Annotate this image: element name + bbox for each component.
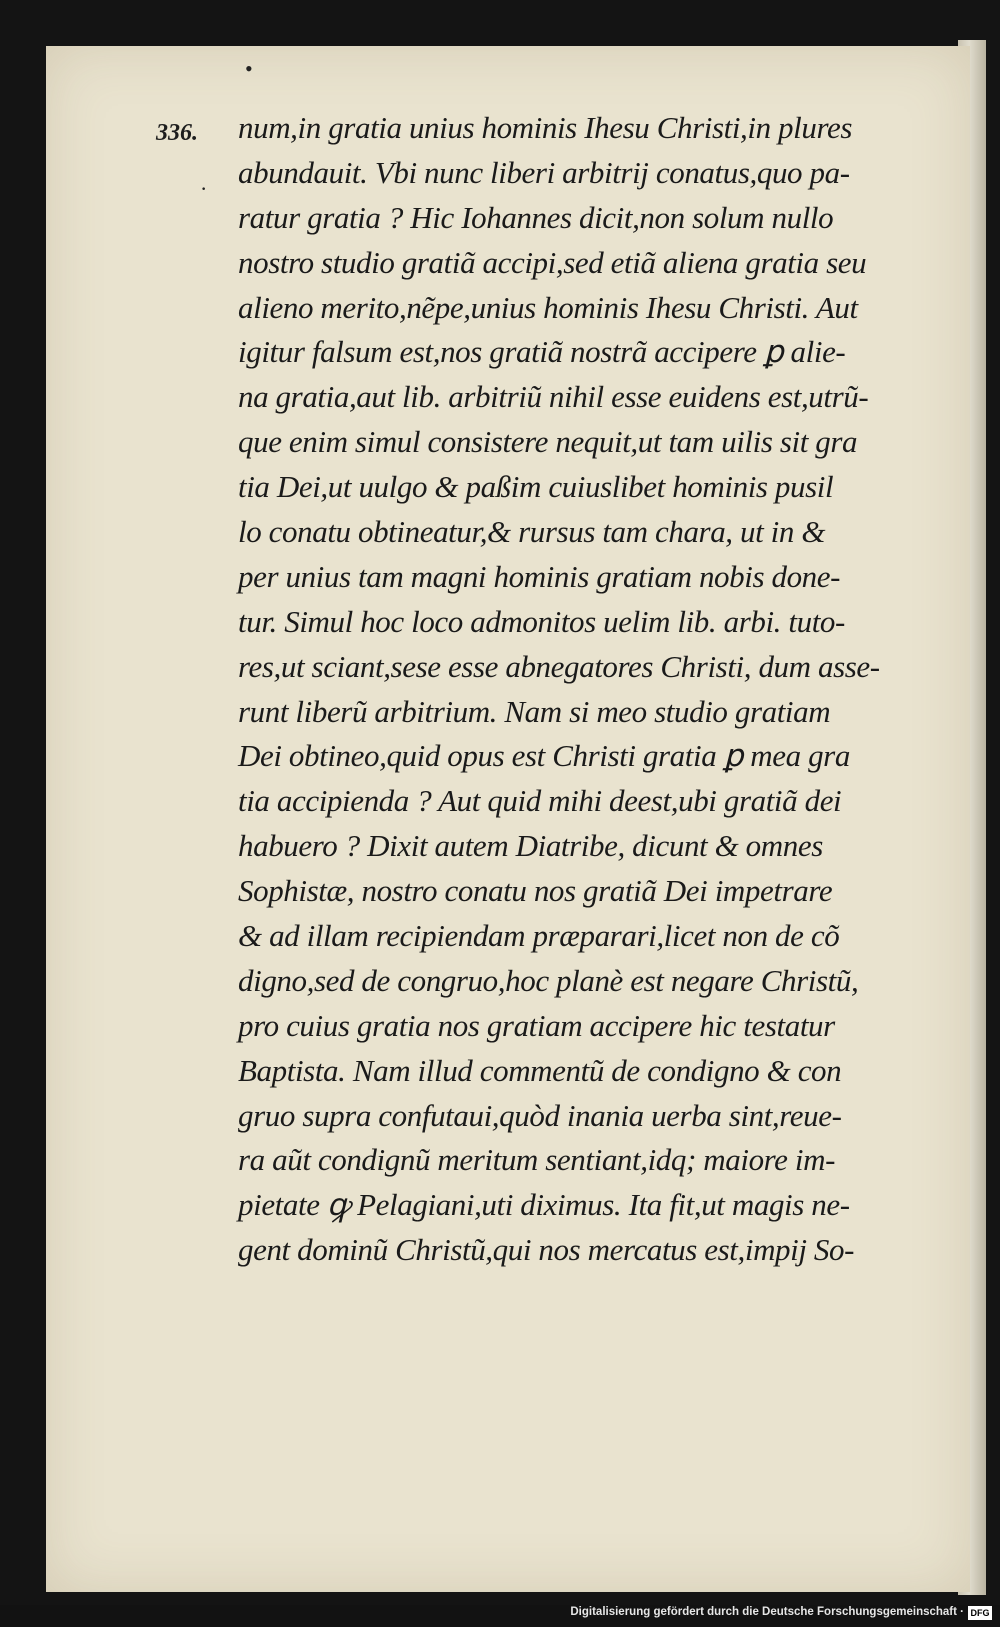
- text-line: res,ut sciant,sese esse abnegatores Christi, dum asse-: [238, 648, 880, 684]
- ink-dot-mark: •: [245, 56, 253, 81]
- text-block: [238, 106, 918, 1273]
- text-line: ra aũt condignũ meritum sentiant,idq; maiore im-: [238, 1142, 836, 1178]
- text-line: per unius tam magni hominis gratiam nobis done-: [238, 558, 841, 594]
- text-line: alieno merito,nẽpe,unius hominis Ihesu Christi. Aut: [238, 289, 858, 325]
- text-line: runt liberũ arbitrium. Nam si meo studio gratiam: [238, 693, 831, 729]
- text-line: tia accipienda ? Aut quid mihi deest,ubi gratiã dei: [238, 783, 842, 819]
- text-line: pro cuius gratia nos gratiam accipere hic testatur: [238, 1007, 835, 1043]
- text-line: digno,sed de congruo,hoc planè est negare Christũ,: [238, 962, 859, 998]
- text-line: ratur gratia ? Hic Iohannes dicit,non solum nullo: [238, 199, 834, 235]
- text-line: & ad illam recipiendam præparari,licet non de cõ: [238, 918, 840, 954]
- text-line: gruo supra confutaui,quòd inania uerba sint,reue-: [238, 1097, 842, 1133]
- page-number: 336.: [156, 120, 198, 146]
- footer-credit: Digitalisierung gefördert durch die Deutsche Forschungsgemeinschaft ·: [570, 1606, 964, 1618]
- text-line: igitur falsum est,nos gratiã nostrã accipere ꝑ alie-: [238, 334, 846, 370]
- text-line: nostro studio gratiã accipi,sed etiã aliena gratia seu: [238, 244, 867, 280]
- text-line: tia Dei,ut uulgo & paßim cuiuslibet hominis pusil: [238, 469, 834, 505]
- text-line: Dei obtineo,quid opus est Christi gratia ꝑ mea gra: [238, 738, 850, 774]
- text-line: Baptista. Nam illud commentũ de condigno & con: [238, 1052, 842, 1088]
- text-line: num,in gratia unius hominis Ihesu Christi,in plures: [238, 110, 852, 145]
- text-line: abundauit. Vbi nunc liberi arbitrij conatus,quo pa-: [238, 154, 850, 190]
- text-line: pietate ꝙ Pelagiani,uti diximus. Ita fit,ut magis ne-: [238, 1187, 850, 1223]
- text-line: na gratia,aut lib. arbitriũ nihil esse euidens est,utrũ-: [238, 379, 869, 415]
- text-line: que enim simul consistere nequit,ut tam uilis sit gra: [238, 424, 858, 460]
- text-line: Sophistæ, nostro conatu nos gratiã Dei impetrare: [238, 873, 833, 909]
- dfg-logo: DFG: [968, 1606, 992, 1620]
- marginal-mark: ·: [200, 176, 208, 201]
- text-line: lo conatu obtineatur,& rursus tam chara, ut in &: [238, 514, 826, 550]
- text-line: gent dominũ Christũ,qui nos mercatus est,impij So-: [238, 1232, 855, 1268]
- text-line: tur. Simul hoc loco admonitos uelim lib. arbi. tuto-: [238, 603, 845, 639]
- text-line: habuero ? Dixit autem Diatribe, dicunt & omnes: [238, 828, 823, 864]
